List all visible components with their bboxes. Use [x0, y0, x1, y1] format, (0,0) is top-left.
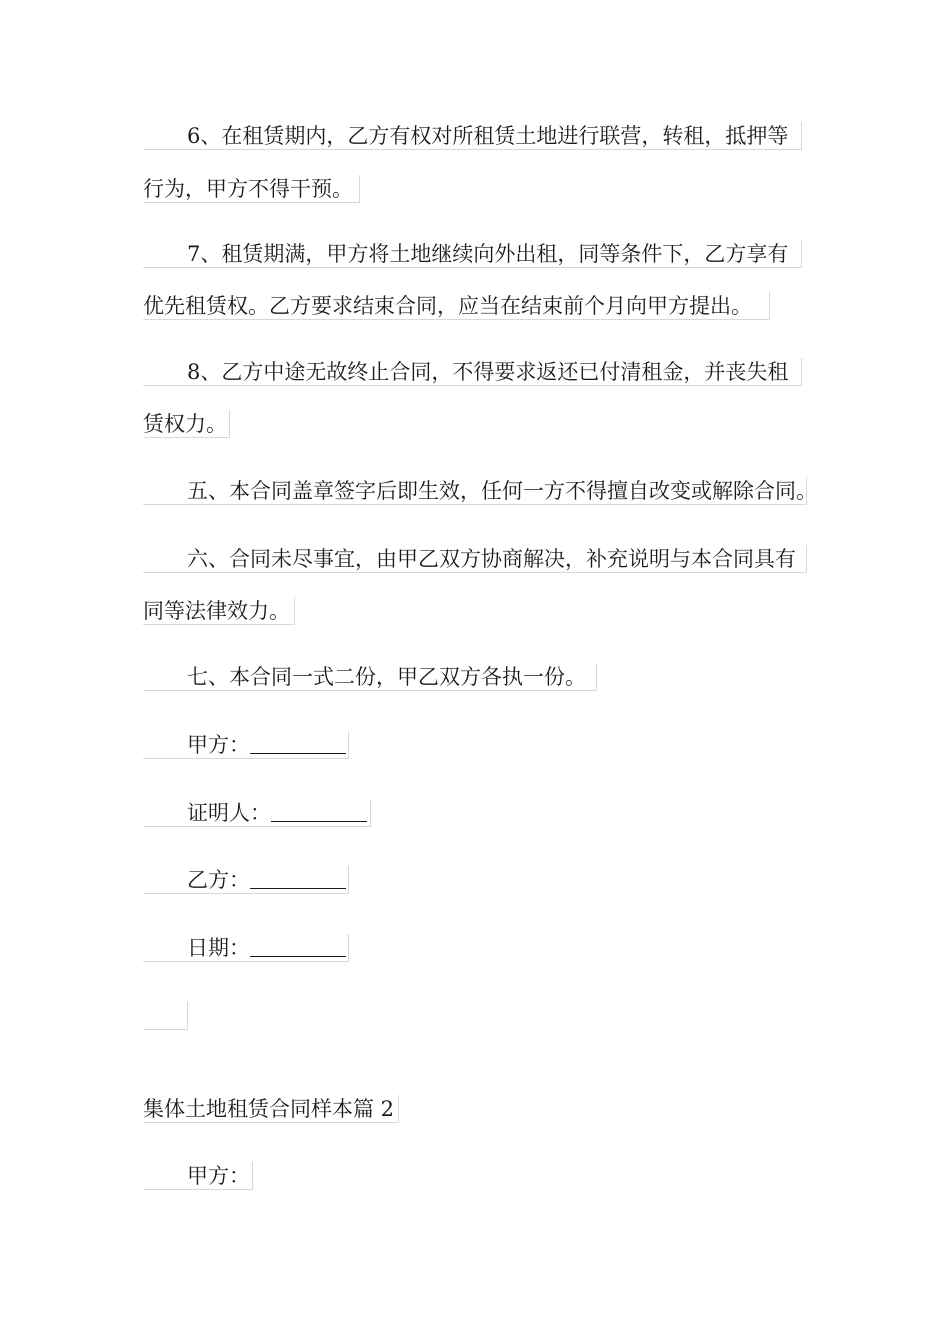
signature-witness [143, 799, 371, 827]
article-5: 五、本合同盖章签字后即生效，任何一方不得擅自改变或解除合同。 [143, 477, 807, 505]
article-6-line-1: 六、合同未尽事宜，由甲乙双方协商解决，补充说明与本合同具有 [143, 545, 807, 573]
signature-witness-label: 证明人： [187, 801, 271, 825]
section-title: 集体土地租赁合同样本篇 2 [143, 1095, 399, 1123]
signature-party-b-label: 乙方： [187, 868, 250, 892]
signature-witness-blank [271, 803, 367, 822]
clause-6-line-1: 6、在租赁期内，乙方有权对所租赁土地进行联营，转租，抵押等 [143, 122, 802, 150]
next-section-party-a: 甲方： [143, 1162, 253, 1190]
signature-party-b-blank [250, 870, 346, 889]
clause-7-line-1: 7、租赁期满，甲方将土地继续向外出租，同等条件下，乙方享有 [143, 240, 802, 268]
signature-party-a-label: 甲方： [187, 733, 250, 757]
empty-line [143, 1002, 188, 1030]
article-6-line-2: 同等法律效力。 [143, 597, 295, 625]
clause-6-line-2: 行为，甲方不得干预。 [143, 175, 360, 203]
signature-party-a-blank [250, 735, 346, 754]
signature-party-a [143, 731, 349, 759]
signature-date [143, 934, 349, 962]
clause-7-line-2: 优先租赁权。乙方要求结束合同，应当在结束前个月向甲方提出。 [143, 292, 770, 320]
signature-date-blank [250, 938, 346, 957]
article-7: 七、本合同一式二份，甲乙双方各执一份。 [143, 663, 597, 691]
clause-8-line-1: 8、乙方中途无故终止合同，不得要求返还已付清租金，并丧失租 [143, 358, 802, 386]
clause-8-line-2: 赁权力。 [143, 410, 230, 438]
signature-party-b [143, 866, 349, 894]
signature-date-label: 日期： [187, 936, 250, 960]
